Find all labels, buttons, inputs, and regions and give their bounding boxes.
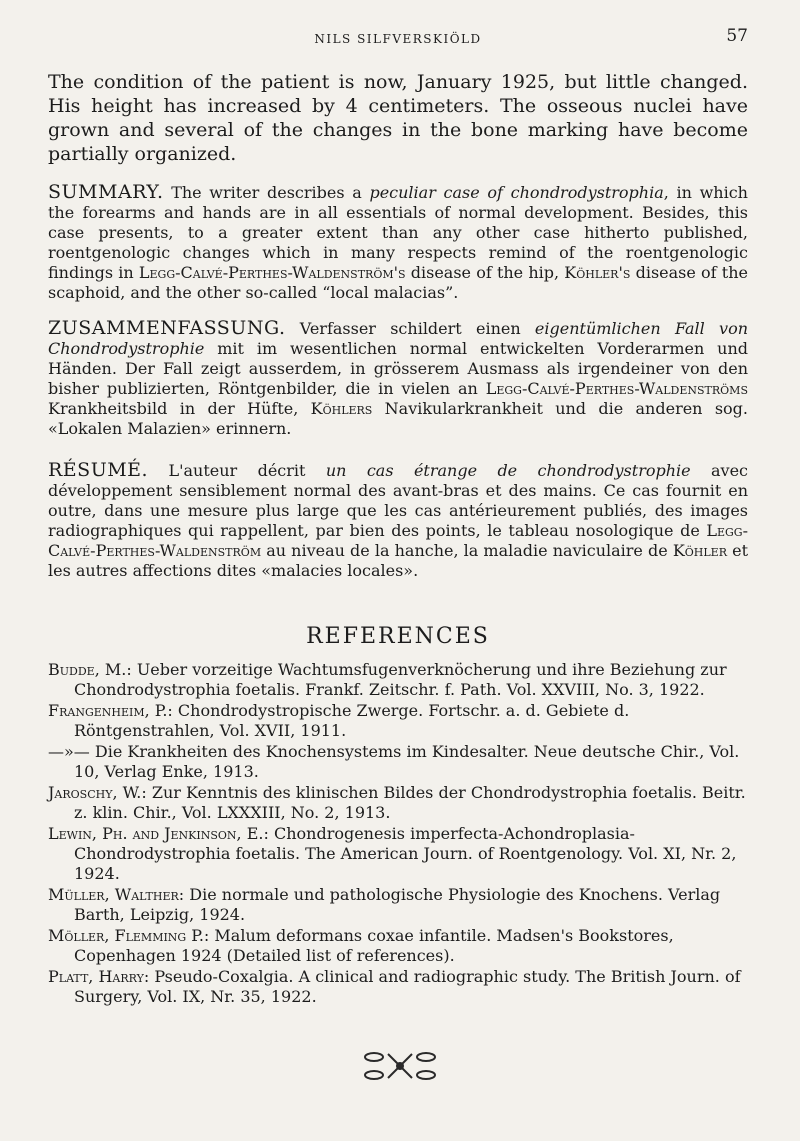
summary-text-2: , in which the forearms and hands are in all essentials of normal development. Besides, this case presents, to a greater extent than any other case hitherto published, roentgenologic changes which in many respects remind of the roentgenologic findings in xyxy=(48,183,748,282)
reference-author: Lewin, Ph. and Jenkinson, E.: xyxy=(48,824,269,843)
page-number: 57 xyxy=(726,26,748,46)
reference-item xyxy=(48,824,748,884)
zusammen-label: ZUSAMMENFASSUNG. xyxy=(48,317,286,339)
zusammen-text-2: mit im wesentlichen normal entwickelten Vorderarmen und Händen. Der Fall zeigt ausserdem, in grösserem Ausmass als irgendeiner von den bisher publizierten, Röntgenbilder, die in vielen an xyxy=(48,339,748,398)
summary-text-4: disease of the scaphoid, and the other so-called “local malacias”. xyxy=(48,263,748,302)
references-list xyxy=(48,660,748,1008)
reference-item xyxy=(48,742,748,782)
resume-eponym-2: Köhler xyxy=(672,541,727,560)
zusammen-italic: eigentümlichen Fall von Chondrodystrophie xyxy=(48,319,748,358)
reference-author: Platt, Harry: xyxy=(48,967,150,986)
zusammen-text-4: Navikularkrankheit und die anderen sog. «Lokalen Malazien» erinnern. xyxy=(48,399,748,438)
reference-item xyxy=(48,926,748,966)
reference-item xyxy=(48,783,748,823)
resume-text-3: au niveau de la hanche, la maladie naviculaire de xyxy=(261,541,673,560)
reference-text: Die normale und pathologische Physiologie des Knochens. Verlag Barth, Leipzig, 1924. xyxy=(74,885,721,924)
resume-text-4: et les autres affections dites «malacies locales». xyxy=(48,541,749,580)
page-header xyxy=(48,26,748,50)
reference-text: Pseudo-Coxalgia. A clinical and radiographic study. The British Journ. of Surgery, Vol. IX, Nr. 35, 1922. xyxy=(74,967,741,1006)
resume-label: RÉSUMÉ. xyxy=(48,459,149,481)
running-head: NILS SILFVERSKIÖLD xyxy=(314,32,482,46)
reference-text: Die Krankheiten des Knochensystems im Kindesalter. Neue deutsche Chir., Vol. 10, Verlag Enke, 1913. xyxy=(74,742,740,781)
reference-item xyxy=(48,660,748,700)
summary-label: SUMMARY. xyxy=(48,181,164,203)
reference-text: Malum deformans coxae infantile. Madsen's Bookstores, Copenhagen 1924 (Detailed list of references). xyxy=(74,926,674,965)
reference-author: Möller, Flemming P.: xyxy=(48,926,210,945)
reference-text: Ueber vorzeitige Wachtumsfugenverknöcherung und ihre Beziehung zur Chondrodystrophia foetalis. Frankf. Zeitschr. f. Path. Vol. XXVIII, No. 3, 1922. xyxy=(74,660,727,699)
summary-eponym-1: Legg-Calvé-Perthes-Waldenström's xyxy=(138,263,406,282)
zusammen-text-3: Krankheitsbild in der Hüfte, xyxy=(48,399,311,418)
reference-text: Chondrodystropische Zwerge. Fortschr. a. d. Gebiete d. Röntgenstrahlen, Vol. XVII, 1911. xyxy=(74,701,630,740)
resume-text-2: avec développement sensiblement normal des avant-bras et des mains. Ce cas fournit en outre, dans une mesure plus large que les cas antérieurement publiés, des images radiographiques qui rappellent, par bien des points, le tableau nosologique de xyxy=(48,461,749,540)
zusammen-eponym-2: Köhlers xyxy=(310,399,373,418)
reference-item xyxy=(48,701,748,741)
references-heading: REFERENCES xyxy=(306,624,490,649)
summary-italic: peculiar case of chondrodystrophia xyxy=(369,183,664,202)
reference-item xyxy=(48,967,748,1007)
resume-italic: un cas étrange de chondrodystrophie xyxy=(325,461,691,480)
reference-author: Frangenheim, P.: xyxy=(48,701,173,720)
reference-text: Chondrogenesis imperfecta-Achondroplasia-Chondrodystrophia foetalis. The American Journ. of Roentgenology. Vol. XI, Nr. 2, 1924. xyxy=(74,824,737,883)
reference-text: Zur Kenntnis des klinischen Bildes der Chondrodystrophia foetalis. Beitr. z. klin. Chir., Vol. LXXXIII, No. 2, 1913. xyxy=(74,783,746,822)
reference-item xyxy=(48,885,748,925)
zusammen-text-1: Verfasser schildert einen xyxy=(285,319,535,338)
floral-ornament-icon xyxy=(360,1048,440,1084)
reference-author: —»— xyxy=(48,742,90,761)
resume-abstract xyxy=(48,460,748,581)
reference-author: Müller, Walther: xyxy=(48,885,185,904)
reference-author: Jaroschy, W.: xyxy=(48,783,147,802)
zusammenfassung-abstract xyxy=(48,318,748,439)
reference-author: Budde, M.: xyxy=(48,660,132,679)
summary-text-1: The writer describes a xyxy=(163,183,370,202)
lead-paragraph: The condition of the patient is now, January 1925, but little changed. His height has increased by 4 centimeters. The osseous nuclei have grown and several of the changes in the bone marking have become partially organized. xyxy=(48,71,748,165)
zusammen-eponym-1: Legg-Calvé-Perthes-Waldenströms xyxy=(485,379,748,398)
summary-abstract xyxy=(48,182,748,303)
resume-eponym-1: Legg-Calvé-Perthes-Waldenström xyxy=(48,521,748,560)
resume-text-1: L'auteur décrit xyxy=(148,461,326,480)
summary-text-3: disease of the hip, xyxy=(405,263,565,282)
summary-eponym-2: Köhler's xyxy=(564,263,631,282)
